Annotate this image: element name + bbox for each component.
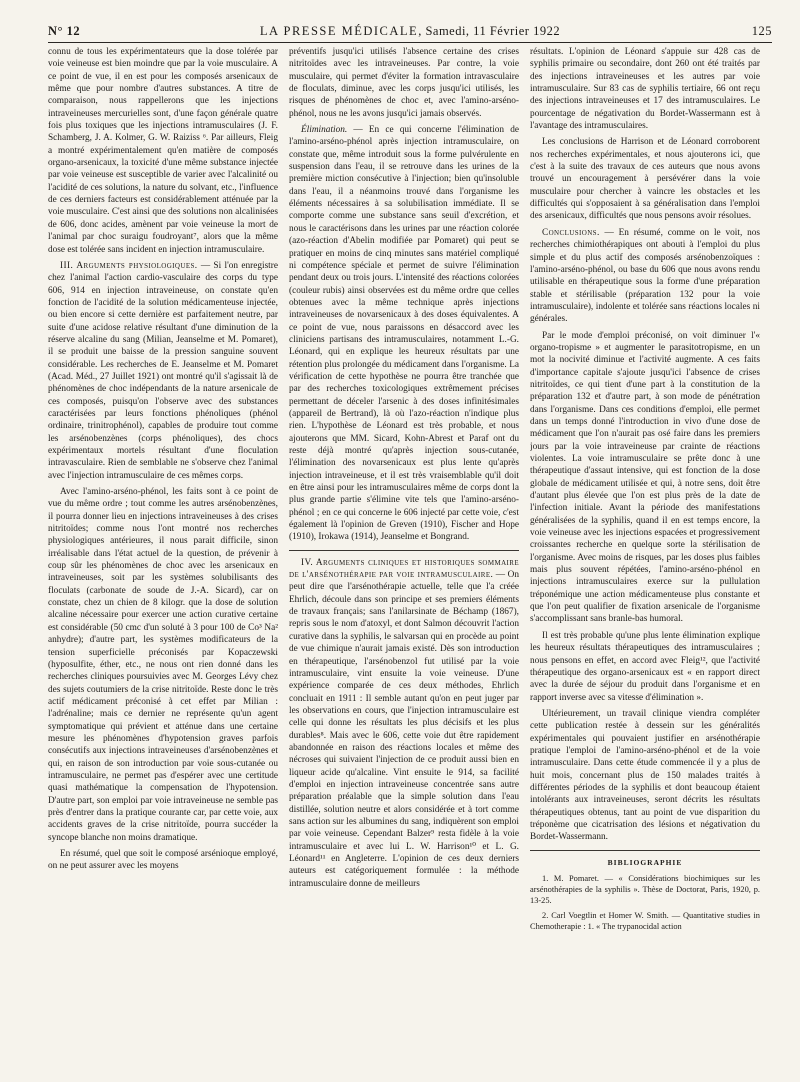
bibliography-divider <box>530 850 760 851</box>
section-heading: Conclusions. <box>542 227 600 238</box>
paragraph <box>48 260 278 482</box>
page-header <box>48 20 772 43</box>
section-heading: IV. Arguments cliniques et historiques sommaire de l'arsénothérapie par voie intramusculaire. <box>289 557 519 581</box>
paragraph: Ultérieurement, un travail clinique viendra compléter cette publication restée à dessein sur les généralités expérimentales qui pouvaient justifier en arsénothérapie pratique l'emploi de l'amino-arséno-phénol et de la voie intramusculaire. Dans cette étude commencée il y a plus de huit mois, concernant plus de 150 malades traités à différentes périodes de la syphilis et dont beaucoup étaient intolérants aux intraveineuses, seront décrits les résultats thérapeutiques obtenus, tant au point de vue disparition du tréponème que cicatrisation des lésions et négativation du Bordet-Wassermann. <box>530 708 760 843</box>
paragraph-text: — En ce qui concerne l'élimination de l'amino-arséno-phénol après injection intramusculaire, on constate que, même introduit sous la forme pulvérulente en suspension dans l'eau, il se retrouve dans les urines de la première miction consécutive à l'injection; bien qu'insoluble dans l'eau, il a néanmoins trouvé dans l'organisme les éléments nécessaires à sa solubilisation immédiate. Il se comporte comme une substance sans seuil d'excrétion, et nous le caractérisons dans les urines par une réaction colorée (azo-réaction d'Abelin modifiée par Pomaret) qui peut se pratiquer en moins de cinq minutes sans matériel compliqué ni compétence spéciale et permet de suivre l'élimination pendant deux ou trois jours. L'intensité des réactions colorées (couleur rubis) ainsi observées est du même ordre que celles obtenues avec la même technique après injections intraveineuses de novarsenicaux à des doses équivalentes. A ce point de vue, nous paraissons en désaccord avec les cliniciens partisans des intramusculaires, notamment L.-G. Léonard, qui en explique les heureux résultats par une rétention plus prolongée du médicament dans l'organisme. La vérification de cette hypothèse ne pourra être tranchée que par des recherches toxicologiques extrêmement précises permettant de déceler l'arsenic à des doses infinitésimales (appareil de Bertrand), là où l'azo-réaction n'indique plus rien. L'hypothèse de Léonard est très probable, et nous ajouterons que MM. Sicard, Kohn-Abrest et Paraf ont du reste déjà montré qu'après injection sous-cutanée, l'élimination des novarsenicaux est plus lente qu'après injection intraveineuse, et il est très vraisemblable qu'il doit en être ainsi pour les intramusculaires même de corps dont la plus grande partie s'élimine vite tels que l'amino-arséno-phénol ; en ce qui concerne le 606 injecté par cette voie, c'est également là l'opinion de Greven (1910), Fischer and Hope (1910), Irokawa (1914), Jeanselme et Bongrand. <box>289 125 519 543</box>
paragraph <box>530 227 760 326</box>
issue-number: N° 12 <box>48 24 81 38</box>
paragraph: Les conclusions de Harrison et de Léonard corroborent nos recherches expérimentales, et nous ajouterons ici, que c'est à la suite des travaux de ces auteurs que nous avons trouvé un encouragement à persévérer dans la voie musculaire pour chercher à vaincre les obstacles et les difficultés qui s'opposaient à sa généralisation dans l'emploi des arsenicaux, difficultés que nous pensons avoir résolues. <box>530 137 760 222</box>
publication-name: LA PRESSE MÉDICALE <box>259 24 419 38</box>
paragraph: En résumé, quel que soit le composé arsénioque employé, on ne peut assurer avec les moyens <box>48 849 278 872</box>
column-middle <box>289 46 519 1076</box>
section-heading: Élimination. <box>301 125 348 136</box>
paragraph: Par le mode d'emploi préconisé, on voit diminuer l'« organo-tropisme » et augmenter le parasitotropisme, en un mot la nocivité diminue et l'activité augmente. A ces faits d'importance capitale s'ajoute jusqu'ici l'absence de crises nitritoïdes, ce qui tient d'une part à la constitution de la préparation 132 et d'autre part, à son mode de pénétration dans l'organisme. Dans ces conditions d'emploi, elle permet dans un temps donné l'introduction in vivo d'une dose de médicament que l'on n'aurait pas osé faire dans les premiers jours par la voie intraveineuse par crainte de réactions violentes. La voie intramusculaire se prête donc à une thérapeutique d'assaut intensive, qui est fonction de la dose globale de médicament utilisée et qui, à notre sens, doit être d'autant plus élevée que l'on est plus près de la date de l'infection initiale. Avant la période des manifestations généralisées de la syphilis, quand il en est temps encore, la voie veineuse avec les injections espacées et progressivement croissantes recherche en quelque sorte la stérilisation de l'organisme. Avec moins de risques, par les doses plus faibles mais plus souvent répétées, l'amino-arséno-phénol en injections intramusculaires exerce sur la pullulation tréponémique une action médicamenteuse plus constante et que l'on peut qualifier de fixation arsenicale de l'organisme s'accomplissant sans branle-bas humoral. <box>530 330 760 625</box>
paragraph: Il est très probable qu'une plus lente élimination explique les heureux résultats thérapeutiques des intramusculaires ; nous pensons en effet, en accord avec Fleig¹², que l'activité thérapeutique des organo-arsenicaux est « en rapport direct avec la durée de séjour du produit dans l'organisme et en rapport inverse avec sa vitesse d'élimination ». <box>530 630 760 703</box>
page-number: 125 <box>751 24 772 38</box>
paragraph-text: — En résumé, comme on le voit, nos recherches chimiothérapiques ont abouti à l'emploi du plus simple et du plus actif des composés arsénobenzoïques : l'amino-arséno-phénol, ou base du 606 que nous avons rendu utilisable en thérapeutique sous la forme d'une préparation stable et stérilisable (préparation 132 pour la voie intramusculaire), indolente et tolérée sans réactions locales ni générales. <box>530 227 760 325</box>
paragraph: connu de tous les expérimentateurs que la dose tolérée par voie veineuse est bien moindre que par la voie musculaire. A ce point de vue, il en est pour les composés arsenicaux de même que pour nombre d'autres substances. A titre de comparaison, nous rappellerons que les injections intraveineuses mercurielles sont, d'une façon générale quatre fois plus toxiques que les injections intramusculaires (J. F. Schamberg, J. A. Kolmer, G. W. Raiziss ⁶. Par ailleurs, Fleig a montré expérimentalement qu'en matière de composés organo-arsenicaux, la toxicité d'une même substance injectée par voie veineuse est susceptible de varier avec l'alcalinité ou l'acidité de ces solutions, la nature du solvant, etc., l'influence de ces derniers facteurs est considérablement atténuée par la voie musculaire. C'est ainsi que des solutions non alcalinisées de 606, donc acides, amènent par voie veineuse la mort de l'animal par choc suraigu foudroyant⁷, alors que la même dose est tolérée sans incident en injection intramusculaire. <box>48 47 278 255</box>
paragraph: préventifs jusqu'ici utilisés l'absence certaine des crises nitritoïdes avec les intraveineuses. Par contre, la voie musculaire, qui permet d'éviter la formation intravasculaire de floculats, diminue, avec les corps jusqu'ici utilisés, les risques de phénomènes de choc et, avec l'amino-arséno-phénol, nous ne les avons jusqu'ici jamais observés. <box>289 47 519 119</box>
paragraph: Avec l'amino-arséno-phénol, les faits sont à ce point de vue du même ordre ; tout comme les autres arsénobenzènes, il pourra donner lieu en injections intraveineuses à des crises nitritoïdes; comme nous l'ont montré nos recherches physiologiques antérieures, il nous parait difficile, sinon irréalisable dans l'état actuel de la question, de prévenir à coup sûr les phénomènes de choc avec les arsenicaux en intraveineuses, soit par les systèmes solubilisants des floculats (carbonate de soude de J.-A. Sicard), car on constate, chez un chien de 8 kilogr. que la dose de solution alcaline nécessaire pour exercer une action curative certaine est considérable (50 cmc d'un soluté à 3 pour 100 de Co³ Na² anhydre); d'autre part, les systèmes modificateurs de la tension superficielle préconisés par Kopaczewski (hyposulfite, éther, etc., ne nous ont rien donné dans les recherches cliniques poursuivies avec M. Georges Lévy chez des sujets coutumiers de la crise nitritoïde. Reste donc le très actif médicament préconisé à cet effet par Milian : l'adrénaline; mais ce dernier ne représente qu'un agent symptomatique qui prévient et atténue dans une certaine mesure les phénomènes d'hypotension graves parfois consécutifs aux injections intraveineuses d'arsénobenzènes et qui, en raison de son introduction par voie sous-cutanée ou intramusculaire, ne permet pas d'espérer avec une certitude quasi mathématique la compensation de l'hypotension. D'autre part, son emploi par voie intraveineuse ne semble pas près d'entrer dans la pratique courante car, par cette voie, aux accidents graves de la crise nitritoïde, pourra succéder la syncope blanche non moins dramatique. <box>48 487 278 843</box>
paragraph <box>289 124 519 544</box>
running-title <box>48 24 772 39</box>
section-heading: III. Arguments physiologiques. <box>60 260 198 271</box>
column-right <box>530 46 760 1076</box>
paragraph-text: — On peut dire que l'arsénothérapie actuelle, telle que l'a créée Ehrlich, découle dans son principe et ses premiers éléments de travaux français; sans l'anilarsinate de Béchamp (1867), repris sous le nom d'atoxyl, et dont Salmon découvrit l'action curative dans la syphilis, le salvarsan qui en procède au point de vue chimique n'aurait jamais existé. Dès son introduction en thérapeutique, l'arsénobenzol fut utilisé par la voie intramusculaire, vint ensuite la voie veineuse. D'une expérience comparée de ces deux méthodes, Ehrlich concluait en 1911 : Il semble autant qu'on en peut juger par les observations en cours, que l'injection intramusculaire est celle qui donne les résultats les plus décisifs et les plus durables⁸. Mais avec le 606, cette voie dut être rapidement abandonnée en raison des réactions locales et même des nécroses qui suivaient l'injection de ce produit aussi bien en liqueur acide qu'alcaline. Vint ensuite le 914, sa facilité d'emploi en injection intraveineuse concentrée sans autre préparation préalable que la simple solution dans l'eau distillée, solution neutre et alors considérée et à tort comme sans action sur les albumines du sang, indiquèrent son emploi par voie veineuse. Cependant Balzer⁹ resta fidèle à la voie intramusculaire et avec lui L. W. Harrison¹⁰ et L. G. Léonard¹¹ en Angleterre. L'opinion de ces deux derniers auteurs est catégoriquement formulée : la méthode intramusculaire donne de meilleurs <box>289 570 519 889</box>
bibliography-entry: 1. M. Pomaret. — « Considérations biochimiques sur les arsénothérapies de la syphilis ». Thèse de Doctorat, Paris, 1920, p. 13-25. <box>530 874 760 905</box>
paragraph-text: — Si l'on enregistre chez l'animal l'action cardio-vasculaire des corps du type 606, 914 en injection intraveineuse, on constate qu'en fonction de l'acidité de la solution médicamenteuse injectée, ou bien encore si cette dernière est parfaitement neutre, par suite d'une acidose relative résultant d'une diminution de la réserve alcaline du sang (Milian, Jeanselme et M. Pomaret), il se produit une baisse de la pression sanguine souvent considérable. Les recherches de E. Jeanselme et M. Pomaret (Acad. Méd., 27 Juillet 1921) ont montré qu'il s'agissait là de phénomènes de choc indépendants de la nature arsenicale de ces composés, puisqu'on l'observe avec des substances caractérisées par leurs fonctions phénoliques (phénol ordinaire, trinitrophénol), capables de produire tout comme les arsénobenzènes (corps phénoliques), des chocs expérimentaux mortels résultant d'une floculation intravasculaire. Rien de semblable ne s'observe chez l'animal avec l'injection intramusculaire de ces mêmes corps. <box>48 260 278 481</box>
paragraph <box>289 557 519 890</box>
section-divider <box>289 550 519 551</box>
bibliography-entry: 2. Carl Voegtlin et Homer W. Smith. — Quantitative studies in Chemotherapie : 1. « The trypanocidal action <box>530 911 760 931</box>
paragraph: résultats. L'opinion de Léonard s'appuie sur 428 cas de syphilis primaire ou secondaire, dont 260 ont été traités par des injections intraveineuses et les autres par voie intramusculaire. Sur 83 cas de syphilis tertiaire, 66 ont reçu des injections intraveineuses et 17 des intramusculaires. Le pourcentage de négativation du Bordet-Wassermann est à l'avantage des intramusculaires. <box>530 47 760 132</box>
column-left <box>48 46 278 1076</box>
bibliography-title: BIBLIOGRAPHIE <box>607 857 683 867</box>
publication-date: , Samedi, 11 Février 1922 <box>418 24 561 38</box>
